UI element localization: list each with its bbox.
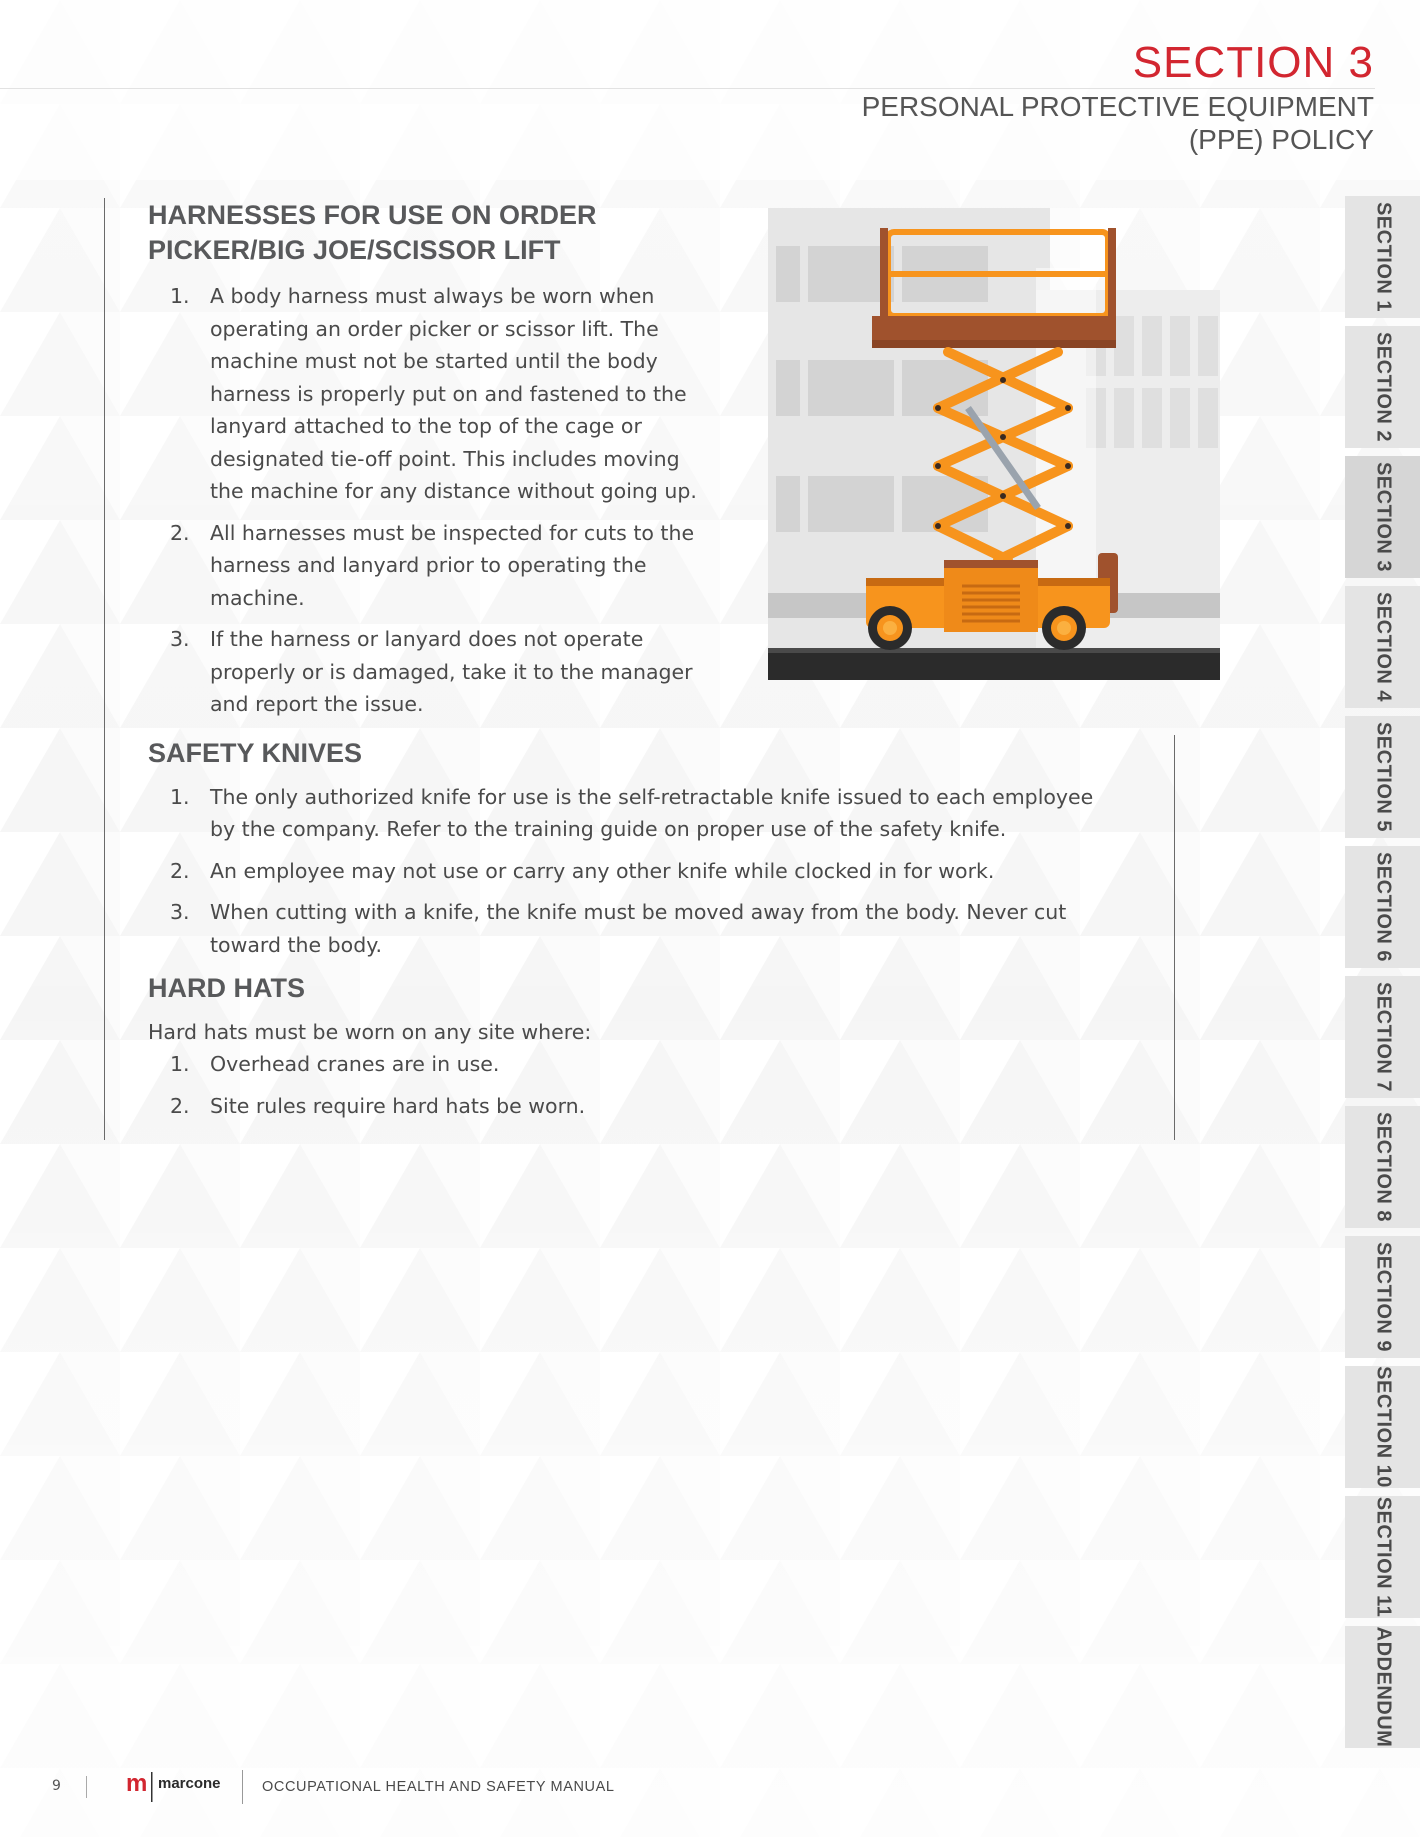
list-item: 2. Site rules require hard hats be worn. (170, 1093, 586, 1118)
section-title: SECTION 3 (1132, 38, 1374, 87)
left-content-rule (104, 198, 105, 1140)
page-number: 9 (52, 1778, 61, 1794)
hard-hats-list (148, 1048, 1108, 1122)
tab-section-4[interactable]: SECTION 4 (1345, 586, 1420, 708)
subtitle-line-1: PERSONAL PROTECTIVE EQUIPMENT (861, 91, 1374, 122)
subtitle-line-2: (PPE) POLICY (1188, 124, 1374, 155)
harnesses-list (148, 280, 708, 721)
list-item: 1. A body harness must always be worn when operating an order picker or scissor lift. The machine must not be started until the body harness is properly put on and fastened to the lanyard attached to the top of the cage or designated tie-off point. This includes moving the machine for any distance without going up. (170, 284, 697, 503)
tab-section-11[interactable]: SECTION 11 (1345, 1496, 1420, 1618)
list-item: 2. An employee may not use or carry any other knife while clocked in for work. (170, 858, 995, 883)
tab-section-8[interactable]: SECTION 8 (1345, 1106, 1420, 1228)
tab-section-10[interactable]: SECTION 10 (1345, 1366, 1420, 1488)
manual-title: OCCUPATIONAL HEALTH AND SAFETY MANUAL (262, 1779, 615, 1795)
header-divider (0, 88, 1375, 89)
tab-section-7[interactable]: SECTION 7 (1345, 976, 1420, 1098)
tab-addendum[interactable]: ADDENDUM (1345, 1626, 1420, 1748)
section-tabs (1345, 196, 1420, 1756)
list-item: 1. The only authorized knife for use is the self-retractable knife issued to each employee by the company. Refer to the training guide on proper use of the safety knife. (170, 784, 1094, 841)
safety-knives-heading: SAFETY KNIVES (148, 737, 363, 768)
svg-text:m: m (126, 1770, 148, 1797)
page-footer (52, 1770, 752, 1806)
svg-text:marcone: marcone (158, 1775, 221, 1792)
tab-section-5[interactable]: SECTION 5 (1345, 716, 1420, 838)
scissor-lift-illustration (768, 208, 1220, 680)
section-subtitle (774, 90, 1374, 156)
harnesses-heading-line-2: PICKER/BIG JOE/SCISSOR LIFT (148, 235, 561, 265)
tab-section-3[interactable]: SECTION 3 (1345, 456, 1420, 578)
marcone-logo (102, 1770, 282, 1804)
safety-knives-list (148, 781, 1108, 962)
list-item: 1. Overhead cranes are in use. (170, 1052, 500, 1076)
footer-divider (242, 1770, 243, 1804)
tab-section-1[interactable]: SECTION 1 (1345, 196, 1420, 318)
list-item: 2. All harnesses must be inspected for cuts to the harness and lanyard prior to operating the machine. (170, 520, 695, 610)
hard-hats-heading: HARD HATS (148, 973, 305, 1003)
hard-hats-intro: Hard hats must be worn on any site where: (148, 1020, 592, 1044)
tab-section-6[interactable]: SECTION 6 (1345, 846, 1420, 968)
harnesses-heading-line-1: HARNESSES FOR USE ON ORDER (148, 200, 597, 230)
list-item: 3. When cutting with a knife, the knife must be moved away from the body. Never cut toward the body. (170, 900, 1067, 957)
tab-section-2[interactable]: SECTION 2 (1345, 326, 1420, 448)
list-item: 3. If the harness or lanyard does not operate properly or is damaged, take it to the manager and report the issue. (170, 627, 693, 716)
tab-section-9[interactable]: SECTION 9 (1345, 1236, 1420, 1358)
right-content-rule (1174, 735, 1175, 1140)
footer-divider (86, 1776, 87, 1798)
